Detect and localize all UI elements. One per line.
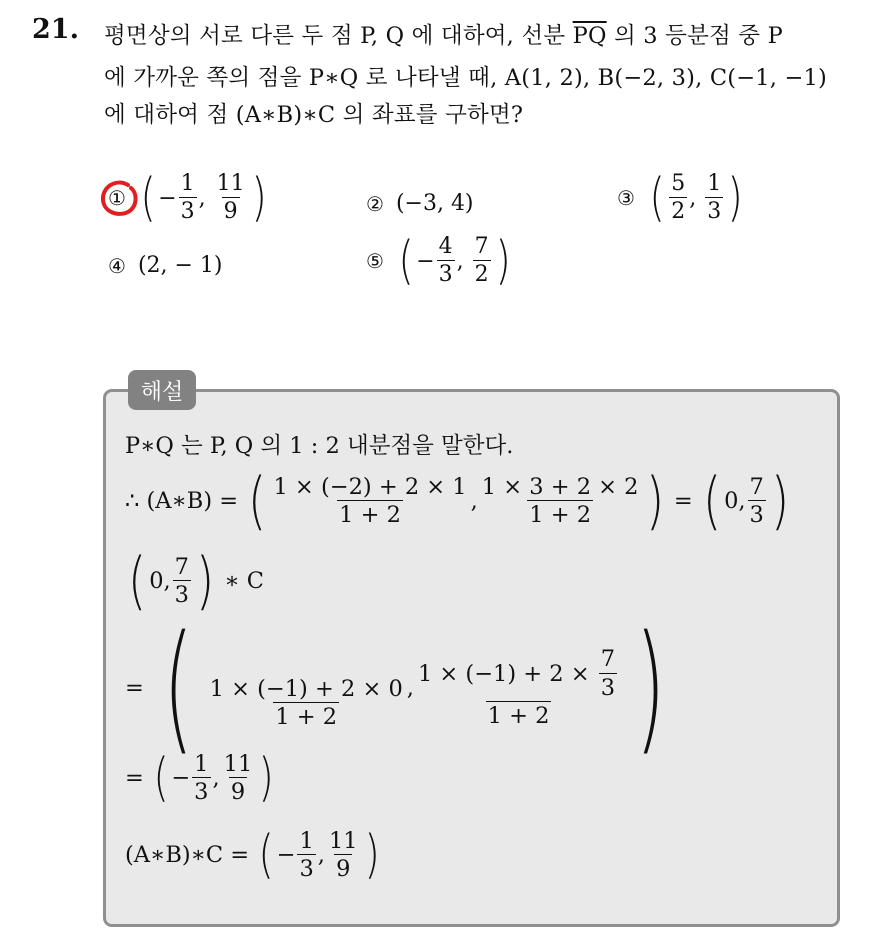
question-line-3: 에 대하여 점 (A∗B)∗C 의 좌표를 구하면? (104, 102, 524, 128)
fraction: $\frac{5}{2}$ (671, 171, 686, 224)
option-marker: ② (366, 191, 384, 216)
option-1[interactable]: ① ( − $\frac{1}{3}$ , $\frac{11}{9}$ ) (108, 168, 267, 228)
solution-line-6: (A∗B)∗C = ( − $\frac{1}{3}$ , $\frac{11}{9}$ ) (125, 825, 380, 885)
solution-line-5: = ( − $\frac{1}{3}$ , $\frac{11}{9}$ ) (125, 748, 275, 808)
option-marker: ⑤ (366, 249, 384, 273)
solution-line-3: ( 0, $\frac{7}{3}$ ) ∗ C (128, 544, 265, 617)
question-line-2: 에 가까운 쪽의 점을 P∗Q 로 나타낼 때, A(1, 2), B(−2, 3), C(−1, −1) (104, 65, 828, 91)
fraction: $\frac{11}{9}$ (216, 171, 245, 224)
option-2[interactable]: ② (−3, 4) (366, 191, 474, 216)
solution-line-4: = ( $\frac{1 \times (-1) + 2 \times 0}{1 + 2}$ , 1 × (−1) + 2 × $\frac{7}{3}$ 1 + 2 ) (125, 606, 666, 769)
option-3[interactable]: ③ ( $\frac{5}{2}$ , $\frac{1}{3}$ ) (617, 168, 743, 228)
fraction: $\frac{1}{3}$ (707, 171, 722, 224)
option-marker: ③ (617, 186, 635, 210)
option-marker: ④ (108, 253, 126, 278)
option-4[interactable]: ④ (2, − 1) (108, 253, 223, 278)
fraction: $\frac{1}{3}$ (180, 171, 195, 224)
option-marker: ① (108, 186, 126, 210)
fraction: $\frac{7}{2}$ (474, 234, 489, 287)
question-number: 21. (32, 14, 79, 45)
question-line-1: 평면상의 서로 다른 두 점 P, Q 에 대하여, 선분 $\overline{PQ}$ 의 3 등분점 중 P (104, 23, 783, 49)
solution-line-2: ∴ (A∗B) = ( $\frac{1 \times (-2) + 2 \times 1}{1 + 2}$ , $\frac{1 \times 3 + 2 \times 2}{1 + 2}$ ) = ( 0, $\frac{7}{3}$ ) (125, 464, 790, 537)
solution-line-1: P∗Q 는 P, Q 의 1 : 2 내분점을 말한다. (125, 433, 514, 459)
option-5[interactable]: ⑤ ( − $\frac{4}{3}$ , $\frac{7}{2}$ ) (366, 231, 511, 291)
segment-pq: $\overline{PQ}$ (572, 23, 607, 49)
fraction: $\frac{4}{3}$ (438, 234, 453, 287)
solution-label: 해설 (128, 370, 196, 410)
